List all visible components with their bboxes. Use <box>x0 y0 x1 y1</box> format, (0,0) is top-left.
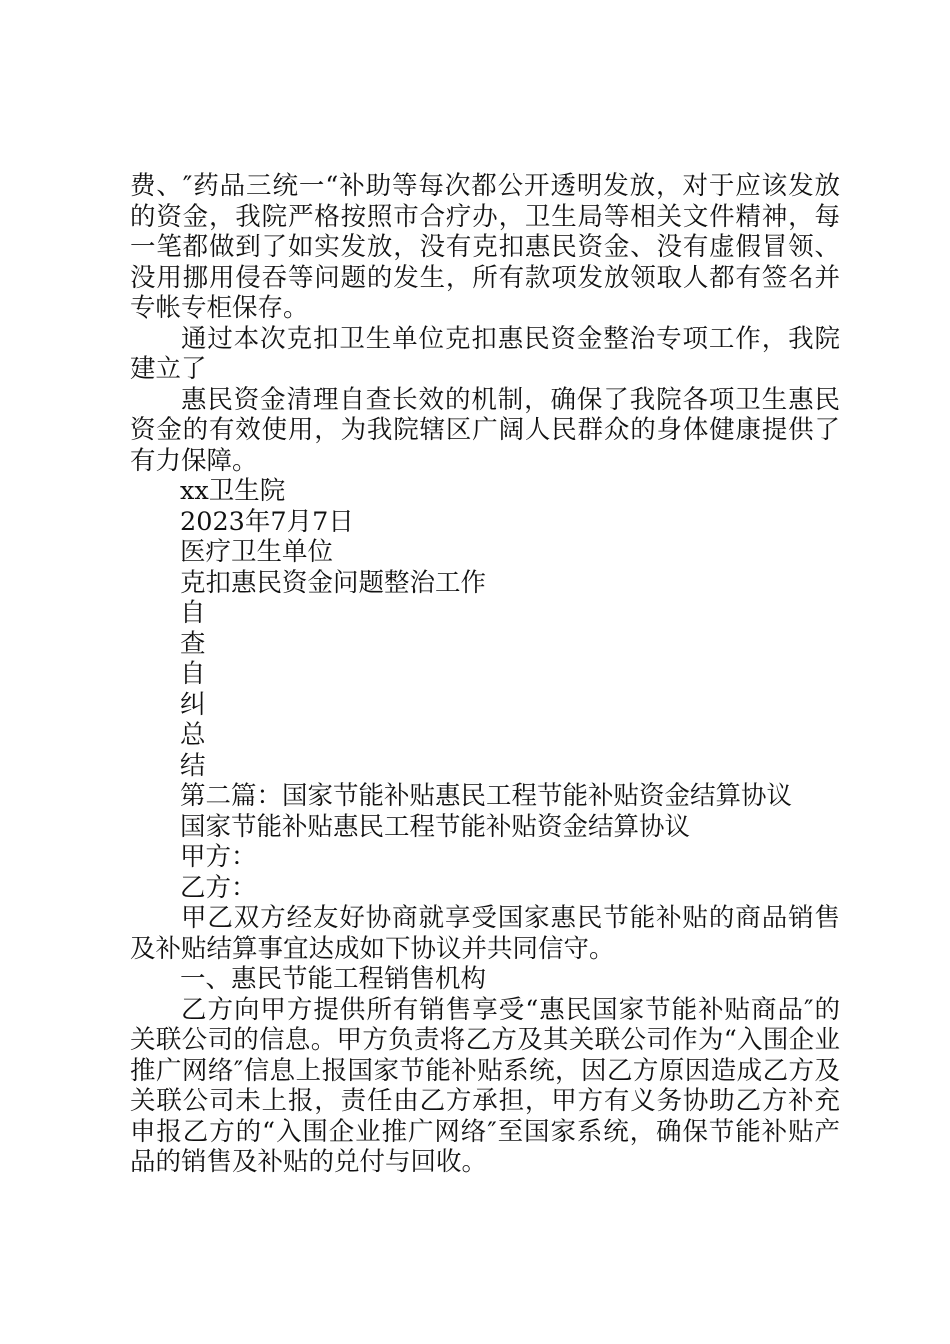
paragraph-rectification-work: 通过本次克扣卫生单位克扣惠民资金整治专项工作，我院建立了 <box>130 323 840 384</box>
vertical-title-char: 自 <box>180 598 206 628</box>
paragraph-long-term-mechanism: 惠民资金清理自查长效的机制，确保了我院各项卫生惠民资金的有效使用，为我院辖区广阔人民群众的身体健康提供了有力保障。 <box>130 384 840 476</box>
clause1-body: 乙方向甲方提供所有销售享受“惠民国家节能补贴商品″的关联公司的信息。甲方负责将乙方及其关联公司作为“入围企业推广网络″信息上报国家节能补贴系统，因乙方原因造成乙方及关联公司未上报，责任由乙方承担，甲方有义务协助乙方补充申报乙方的“入围企业推广网络″至国家系统，确保节能补贴产品的销售及补贴的兑付与回收。 <box>130 994 840 1177</box>
clause1-title: 一、惠民节能工程销售机构 <box>180 964 487 994</box>
document-body <box>130 171 840 1178</box>
vertical-title-char: 查 <box>180 628 206 659</box>
agreement-intro: 甲乙双方经友好协商就享受国家惠民节能补贴的商品销售及补贴结算事宜达成如下协议并共同信守。 <box>130 903 840 964</box>
section2-heading: 第二篇：国家节能补贴惠民工程节能补贴资金结算协议 <box>180 781 793 811</box>
title-line-2: 克扣惠民资金问题整治工作 <box>180 567 487 598</box>
signature-date: 2023年7月7日 <box>180 506 354 537</box>
party-a-label: 甲方： <box>180 842 257 872</box>
vertical-title-char: 结 <box>180 750 206 781</box>
signature-org: xx卫生院 <box>180 476 286 506</box>
title-line-1: 医疗卫生单位 <box>180 537 334 567</box>
vertical-title-char: 纠 <box>180 689 206 720</box>
party-b-label: 乙方： <box>180 872 257 903</box>
paragraph-fund-distribution: 费、″药品三统一“补助等每次都公开透明发放，对于应该发放的资金，我院严格按照市合疗办，卫生局等相关文件精神，每一笔都做到了如实发放，没有克扣惠民资金、没有虚假冒领、没用挪用侵吞等问题的发生，所有款项发放领取人都有签名并专帐专柜保存。 <box>130 171 840 323</box>
vertical-title-char: 总 <box>180 720 206 750</box>
section2-subtitle: 国家节能补贴惠民工程节能补贴资金结算协议 <box>180 811 691 842</box>
vertical-title-char: 自 <box>180 659 206 689</box>
